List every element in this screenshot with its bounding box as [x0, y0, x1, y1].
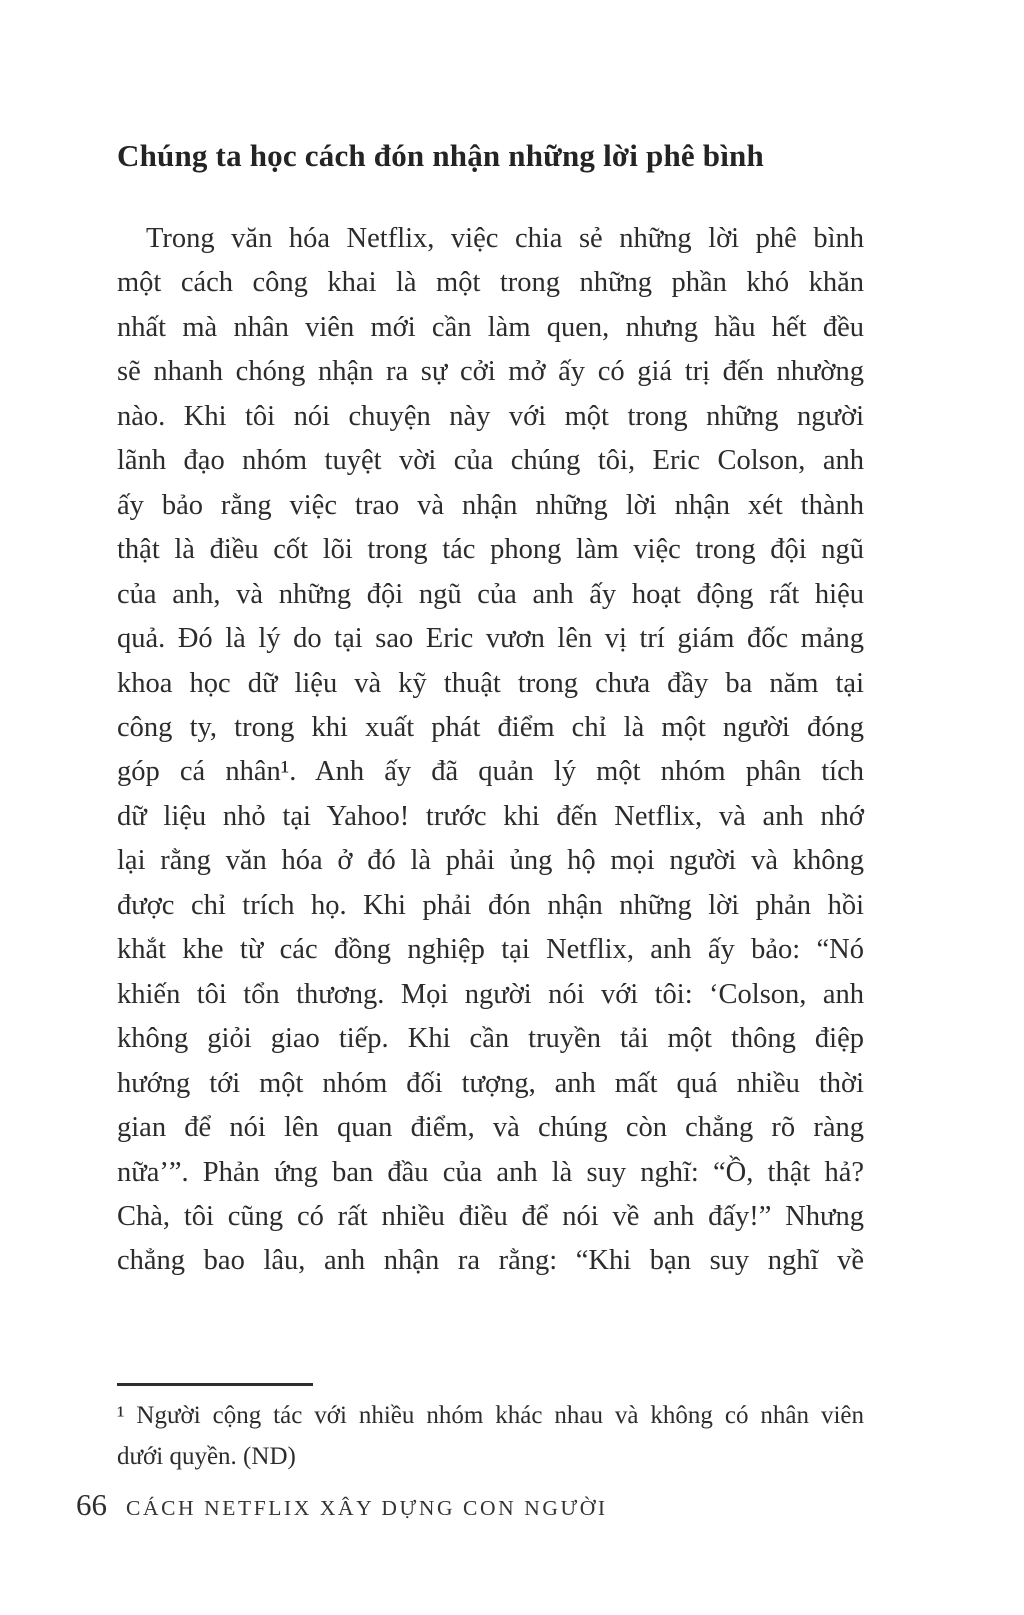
text-line: sẽ nhanh chóng nhận ra sự cởi mở ấy có giá trị đến nhường [117, 356, 864, 388]
body-paragraph [117, 217, 864, 1284]
footnote-line: ¹ Người cộng tác với nhiều nhóm khác nhau và không có nhân viên [117, 1402, 864, 1429]
text-line: chẳng bao lâu, anh nhận ra rằng: “Khi bạn suy nghĩ về [117, 1245, 864, 1277]
text-line: Chà, tôi cũng có rất nhiều điều để nói về anh đấy!” Nhưng [117, 1200, 864, 1232]
text-line: không giỏi giao tiếp. Khi cần truyền tải một thông điệp [117, 1023, 864, 1055]
section-heading: Chúng ta học cách đón nhận những lời phê bình [117, 138, 764, 173]
text-line: công ty, trong khi xuất phát điểm chỉ là một người đóng [117, 711, 864, 743]
page-number: 66 [76, 1487, 107, 1522]
text-line: một cách công khai là một trong những phần khó khăn [117, 267, 864, 299]
text-line: gian để nói lên quan điểm, và chúng còn chẳng rõ ràng [117, 1112, 864, 1144]
text-line: nhất mà nhân viên mới cần làm quen, nhưng hầu hết đều [117, 311, 864, 343]
text-line: lại rằng văn hóa ở đó là phải ủng hộ mọi người và không [117, 845, 864, 877]
page-content [117, 137, 864, 1284]
text-line: được chỉ trích họ. Khi phải đón nhận những lời phản hồi [117, 889, 864, 921]
text-line: thật là điều cốt lõi trong tác phong làm việc trong đội ngũ [117, 534, 864, 566]
text-line: hướng tới một nhóm đối tượng, anh mất quá nhiều thời [117, 1067, 864, 1099]
text-line: ấy bảo rằng việc trao và nhận những lời nhận xét thành [117, 489, 864, 521]
text-line: lãnh đạo nhóm tuyệt vời của chúng tôi, Eric Colson, anh [117, 445, 864, 477]
footnote-line: dưới quyền. (ND) [117, 1443, 296, 1470]
footnote-lines [117, 1395, 864, 1477]
footnote-separator [117, 1383, 313, 1386]
text-line: khoa học dữ liệu và kỹ thuật trong chưa đầy ba năm tại [117, 667, 864, 699]
text-line: góp cá nhân¹. Anh ấy đã quản lý một nhóm phân tích [117, 756, 864, 788]
text-line: khiến tôi tổn thương. Mọi người nói với tôi: ‘Colson, anh [117, 978, 864, 1010]
text-line: dữ liệu nhỏ tại Yahoo! trước khi đến Netflix, và anh nhớ [117, 800, 864, 832]
text-line: Trong văn hóa Netflix, việc chia sẻ những lời phê bình [146, 223, 864, 254]
text-line: nữa’”. Phản ứng ban đầu của anh là suy nghĩ: “Ồ, thật hả? [117, 1156, 864, 1188]
running-footer-title: CÁCH NETFLIX XÂY DỰNG CON NGƯỜI [126, 1496, 608, 1520]
page-footer [76, 1487, 608, 1523]
footnote-block [117, 1383, 864, 1477]
text-line: quả. Đó là lý do tại sao Eric vươn lên vị trí giám đốc mảng [117, 623, 864, 655]
text-line: nào. Khi tôi nói chuyện này với một trong những người [117, 400, 864, 432]
text-line: của anh, và những đội ngũ của anh ấy hoạt động rất hiệu [117, 578, 864, 610]
text-line: khắt khe từ các đồng nghiệp tại Netflix, anh ấy bảo: “Nó [117, 934, 864, 966]
